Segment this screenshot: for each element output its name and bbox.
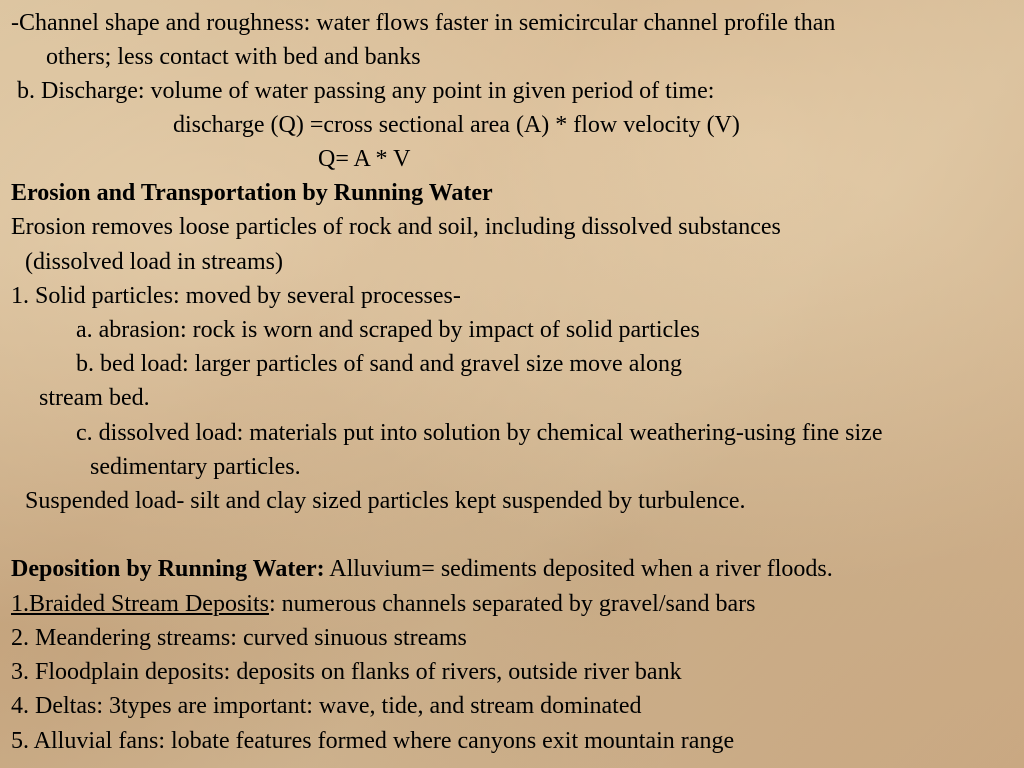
deposition-text: Alluvium= sediments deposited when a river floods. bbox=[324, 556, 833, 582]
line-braided-stream bbox=[11, 587, 755, 621]
line-bed-load: b. bed load: larger particles of sand and gravel size move along bbox=[76, 351, 683, 377]
heading-erosion-transportation: Erosion and Transportation by Running Water bbox=[11, 180, 493, 206]
line-stream-bed: stream bed. bbox=[39, 385, 150, 411]
line-less-contact: others; less contact with bed and banks bbox=[46, 44, 421, 70]
line-discharge-formula: discharge (Q) =cross sectional area (A) * flow velocity (V) bbox=[173, 112, 740, 138]
line-discharge-definition: b. Discharge: volume of water passing any point in given period of time: bbox=[17, 78, 715, 104]
line-channel-shape: -Channel shape and roughness: water flows faster in semicircular channel profile than bbox=[11, 10, 836, 36]
line-floodplain-deposits: 3. Floodplain deposits: deposits on flanks of rivers, outside river bank bbox=[11, 659, 682, 685]
line-sedimentary-particles: sedimentary particles. bbox=[90, 454, 301, 480]
line-abrasion: a. abrasion: rock is worn and scraped by impact of solid particles bbox=[76, 317, 700, 343]
line-deltas: 4. Deltas: 3types are important: wave, tide, and stream dominated bbox=[11, 693, 642, 719]
line-alluvial-fans: 5. Alluvial fans: lobate features formed where canyons exit mountain range bbox=[11, 728, 735, 754]
braided-stream-text: : numerous channels separated by gravel/sand bars bbox=[268, 591, 756, 617]
braided-stream-label: 1.Braided Stream Deposits bbox=[11, 591, 269, 617]
line-q-equation: Q= A * V bbox=[318, 146, 411, 172]
line-solid-particles: 1. Solid particles: moved by several processes- bbox=[11, 283, 461, 309]
line-dissolved-load-streams: (dissolved load in streams) bbox=[25, 249, 283, 275]
heading-deposition: Deposition by Running Water: bbox=[11, 556, 325, 582]
line-suspended-load: Suspended load- silt and clay sized particles kept suspended by turbulence. bbox=[25, 488, 746, 514]
line-erosion-removes: Erosion removes loose particles of rock and soil, including dissolved substances bbox=[11, 214, 781, 240]
line-deposition bbox=[11, 552, 833, 586]
line-meandering-streams: 2. Meandering streams: curved sinuous streams bbox=[11, 625, 467, 651]
line-dissolved-load: c. dissolved load: materials put into solution by chemical weathering-using fine size bbox=[76, 420, 883, 446]
